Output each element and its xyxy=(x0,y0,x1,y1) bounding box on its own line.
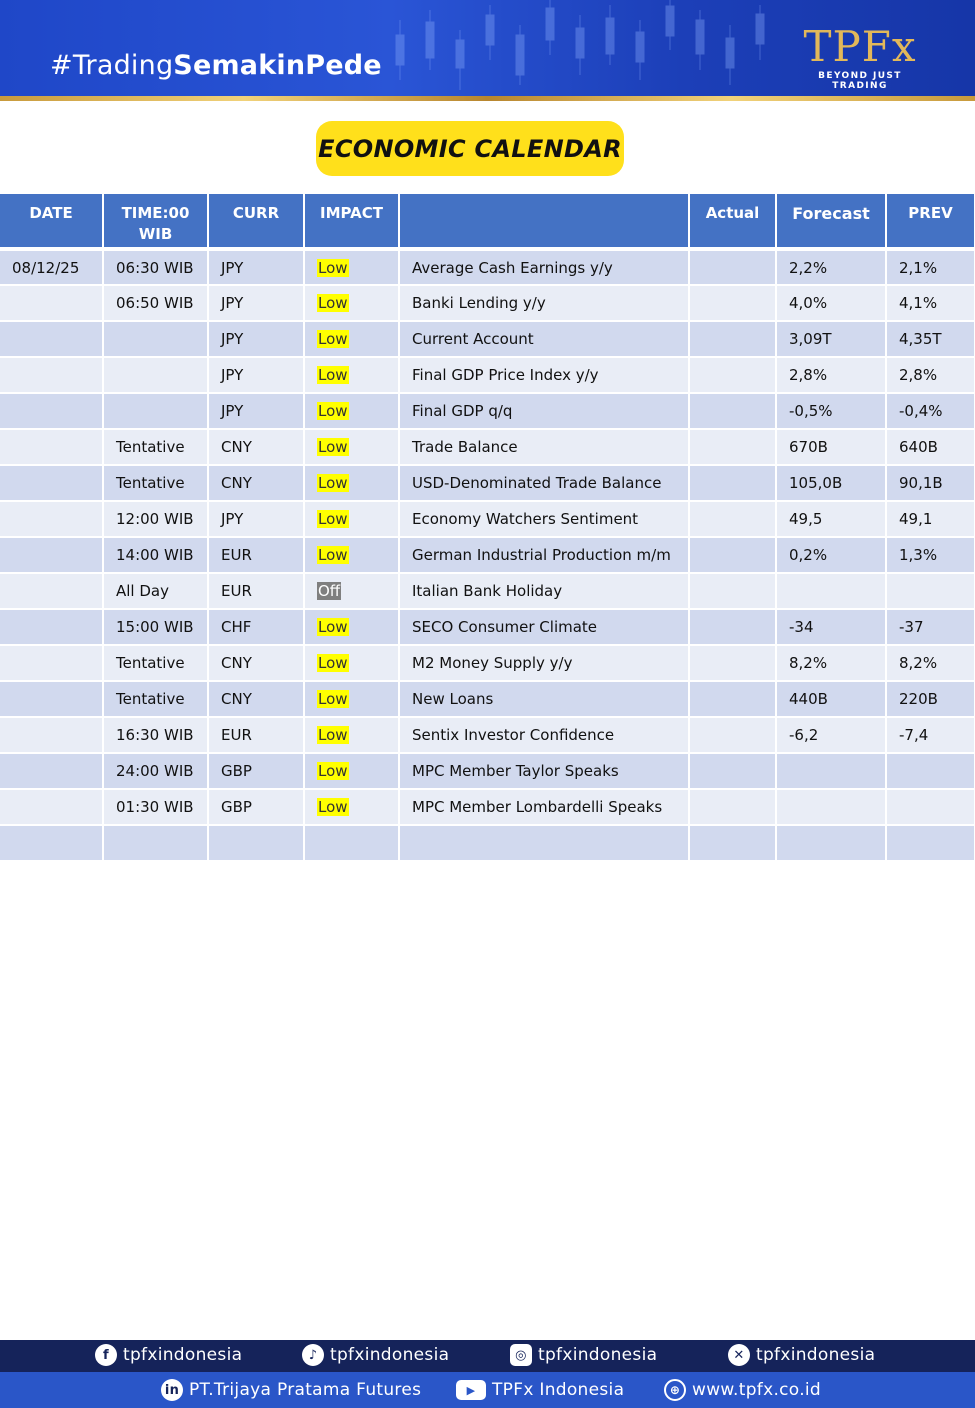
table-row xyxy=(0,573,975,609)
column-header-event xyxy=(399,194,689,249)
event-cell: M2 Money Supply y/y xyxy=(399,645,689,681)
instagram-handle: tpfxindonesia xyxy=(538,1345,658,1365)
linkedin-name: PT.Trijaya Pratama Futures xyxy=(189,1380,422,1400)
forecast-cell: -6,2 xyxy=(776,717,886,753)
actual-cell xyxy=(689,465,776,501)
time-cell: 01:30 WIB xyxy=(103,789,208,825)
table-row xyxy=(0,429,975,465)
currency-cell: JPY xyxy=(208,501,304,537)
youtube-icon: ▶ xyxy=(456,1380,486,1400)
actual-cell xyxy=(689,681,776,717)
event-cell: Sentix Investor Confidence xyxy=(399,717,689,753)
prev-cell: 1,3% xyxy=(886,537,975,573)
tiktok-handle: tpfxindonesia xyxy=(330,1345,450,1365)
table-row-empty xyxy=(0,825,975,861)
impact-cell xyxy=(304,465,399,501)
column-header-date: DATE xyxy=(0,194,103,249)
impact-badge: Low xyxy=(318,510,348,528)
time-cell: 06:50 WIB xyxy=(103,285,208,321)
date-cell xyxy=(0,429,103,465)
prev-cell: 90,1B xyxy=(886,465,975,501)
date-cell xyxy=(0,393,103,429)
tiktok-icon: ♪ xyxy=(302,1344,324,1366)
impact-cell xyxy=(304,501,399,537)
impact-cell xyxy=(304,393,399,429)
forecast-cell: 4,0% xyxy=(776,285,886,321)
gold-divider xyxy=(0,96,975,101)
prev-cell xyxy=(886,573,975,609)
date-cell: 08/12/25 xyxy=(0,249,103,285)
forecast-cell: -34 xyxy=(776,609,886,645)
empty-cell xyxy=(689,825,776,861)
empty-cell xyxy=(399,825,689,861)
impact-badge: Low xyxy=(318,258,348,277)
forecast-cell: 49,5 xyxy=(776,501,886,537)
currency-cell: JPY xyxy=(208,321,304,357)
title-badge xyxy=(316,121,624,176)
event-cell: Trade Balance xyxy=(399,429,689,465)
impact-badge: Low xyxy=(318,438,348,456)
impact-cell xyxy=(304,357,399,393)
event-cell: Banki Lending y/y xyxy=(399,285,689,321)
forecast-cell: 8,2% xyxy=(776,645,886,681)
impact-cell xyxy=(304,285,399,321)
x-handle: tpfxindonesia xyxy=(756,1345,876,1365)
impact-cell xyxy=(304,573,399,609)
currency-cell: JPY xyxy=(208,393,304,429)
impact-cell xyxy=(304,609,399,645)
footer-facebook[interactable] xyxy=(95,1344,242,1366)
date-cell xyxy=(0,609,103,645)
currency-cell: EUR xyxy=(208,537,304,573)
table-row xyxy=(0,357,975,393)
empty-cell xyxy=(103,825,208,861)
actual-cell xyxy=(689,645,776,681)
footer-tiktok[interactable] xyxy=(302,1344,449,1366)
date-cell xyxy=(0,681,103,717)
impact-cell xyxy=(304,429,399,465)
event-cell: Final GDP q/q xyxy=(399,393,689,429)
time-cell: 14:00 WIB xyxy=(103,537,208,573)
table-row xyxy=(0,393,975,429)
facebook-handle: tpfxindonesia xyxy=(123,1345,243,1365)
impact-badge: Low xyxy=(318,618,348,636)
currency-cell: CNY xyxy=(208,465,304,501)
date-cell xyxy=(0,789,103,825)
prev-cell: 49,1 xyxy=(886,501,975,537)
currency-cell: GBP xyxy=(208,789,304,825)
table-row xyxy=(0,501,975,537)
impact-cell xyxy=(304,681,399,717)
prev-cell: -0,4% xyxy=(886,393,975,429)
time-cell: Tentative xyxy=(103,429,208,465)
forecast-cell: -0,5% xyxy=(776,393,886,429)
currency-cell: GBP xyxy=(208,753,304,789)
prev-cell: -7,4 xyxy=(886,717,975,753)
prev-cell: 8,2% xyxy=(886,645,975,681)
actual-cell xyxy=(689,537,776,573)
time-cell: Tentative xyxy=(103,465,208,501)
forecast-cell: 0,2% xyxy=(776,537,886,573)
table-row xyxy=(0,681,975,717)
empty-cell xyxy=(776,825,886,861)
column-header-impact: IMPACT xyxy=(304,194,399,249)
impact-cell xyxy=(304,537,399,573)
date-cell xyxy=(0,717,103,753)
event-cell: MPC Member Taylor Speaks xyxy=(399,753,689,789)
globe-icon: ⊕ xyxy=(664,1379,686,1401)
x-icon: ✕ xyxy=(728,1344,750,1366)
forecast-cell: 440B xyxy=(776,681,886,717)
column-header-forecast: Forecast xyxy=(776,194,886,249)
event-cell: Final GDP Price Index y/y xyxy=(399,357,689,393)
impact-badge: Low xyxy=(318,294,348,312)
page-title: ECONOMIC CALENDAR xyxy=(318,134,622,163)
currency-cell: CHF xyxy=(208,609,304,645)
table-row xyxy=(0,753,975,789)
impact-cell xyxy=(304,717,399,753)
forecast-cell xyxy=(776,753,886,789)
date-cell xyxy=(0,357,103,393)
table-row xyxy=(0,249,975,285)
time-cell: All Day xyxy=(103,573,208,609)
impact-badge: Low xyxy=(318,726,348,744)
event-cell: Economy Watchers Sentiment xyxy=(399,501,689,537)
actual-cell xyxy=(689,321,776,357)
table-row xyxy=(0,285,975,321)
column-header-prev: PREV xyxy=(886,194,975,249)
actual-cell xyxy=(689,789,776,825)
empty-cell xyxy=(886,825,975,861)
date-cell xyxy=(0,465,103,501)
actual-cell xyxy=(689,393,776,429)
footer-website[interactable] xyxy=(664,1379,821,1401)
hashtag-prefix: #Trading xyxy=(50,50,174,81)
forecast-cell xyxy=(776,789,886,825)
actual-cell xyxy=(689,501,776,537)
impact-badge: Low xyxy=(318,474,348,492)
footer-youtube[interactable] xyxy=(456,1380,624,1400)
currency-cell: JPY xyxy=(208,357,304,393)
impact-badge: Low xyxy=(318,762,348,780)
footer-linkedin[interactable] xyxy=(161,1379,421,1401)
event-cell: Current Account xyxy=(399,321,689,357)
time-cell: 16:30 WIB xyxy=(103,717,208,753)
currency-cell: JPY xyxy=(208,285,304,321)
facebook-icon: f xyxy=(95,1344,117,1366)
table-row xyxy=(0,321,975,357)
linkedin-icon: in xyxy=(161,1379,183,1401)
prev-cell: 2,8% xyxy=(886,357,975,393)
impact-cell xyxy=(304,753,399,789)
impact-badge: Off xyxy=(318,582,341,600)
impact-badge: Low xyxy=(318,654,348,672)
impact-cell xyxy=(304,645,399,681)
table-row xyxy=(0,717,975,753)
time-cell: 24:00 WIB xyxy=(103,753,208,789)
prev-cell xyxy=(886,753,975,789)
prev-cell: 4,35T xyxy=(886,321,975,357)
event-cell: SECO Consumer Climate xyxy=(399,609,689,645)
logo-tagline: BEYOND JUST TRADING xyxy=(818,71,902,91)
currency-cell: CNY xyxy=(208,645,304,681)
column-header-time xyxy=(103,194,208,249)
date-cell xyxy=(0,537,103,573)
date-cell xyxy=(0,285,103,321)
event-cell: Italian Bank Holiday xyxy=(399,573,689,609)
actual-cell xyxy=(689,249,776,285)
currency-cell: EUR xyxy=(208,717,304,753)
instagram-icon: ◎ xyxy=(510,1344,532,1366)
column-header-time-label: TIME:00 WIB xyxy=(121,204,190,243)
forecast-cell: 670B xyxy=(776,429,886,465)
forecast-cell: 3,09T xyxy=(776,321,886,357)
actual-cell xyxy=(689,717,776,753)
event-cell: New Loans xyxy=(399,681,689,717)
logo-mark: TPFx xyxy=(803,22,917,71)
footer-social-bar xyxy=(0,1340,975,1372)
currency-cell: CNY xyxy=(208,681,304,717)
prev-cell: -37 xyxy=(886,609,975,645)
impact-cell xyxy=(304,789,399,825)
date-cell xyxy=(0,753,103,789)
time-cell: 15:00 WIB xyxy=(103,609,208,645)
currency-cell: CNY xyxy=(208,429,304,465)
time-cell: Tentative xyxy=(103,645,208,681)
footer-x[interactable] xyxy=(728,1344,875,1366)
prev-cell: 640B xyxy=(886,429,975,465)
table-row xyxy=(0,609,975,645)
actual-cell xyxy=(689,609,776,645)
youtube-name: TPFx Indonesia xyxy=(492,1380,625,1400)
empty-cell xyxy=(0,825,103,861)
prev-cell: 220B xyxy=(886,681,975,717)
website-url: www.tpfx.co.id xyxy=(692,1380,822,1400)
impact-badge: Low xyxy=(318,798,348,816)
time-cell xyxy=(103,357,208,393)
table-row xyxy=(0,537,975,573)
event-cell: MPC Member Lombardelli Speaks xyxy=(399,789,689,825)
header-banner xyxy=(0,0,975,97)
forecast-cell: 105,0B xyxy=(776,465,886,501)
currency-cell: JPY xyxy=(208,249,304,285)
table-row xyxy=(0,465,975,501)
forecast-cell: 2,2% xyxy=(776,249,886,285)
column-header-currency: CURR xyxy=(208,194,304,249)
impact-badge: Low xyxy=(318,546,348,564)
forecast-cell xyxy=(776,573,886,609)
candlestick-decoration xyxy=(380,0,800,97)
empty-cell xyxy=(208,825,304,861)
hashtag-bold: SemakinPede xyxy=(173,50,382,81)
impact-cell xyxy=(304,321,399,357)
impact-badge: Low xyxy=(318,690,348,708)
currency-cell: EUR xyxy=(208,573,304,609)
table-row xyxy=(0,789,975,825)
prev-cell xyxy=(886,789,975,825)
event-cell: Average Cash Earnings y/y xyxy=(399,249,689,285)
prev-cell: 2,1% xyxy=(886,249,975,285)
date-cell xyxy=(0,645,103,681)
impact-cell xyxy=(304,249,399,285)
actual-cell xyxy=(689,285,776,321)
impact-badge: Low xyxy=(318,366,348,384)
impact-badge: Low xyxy=(318,402,348,420)
actual-cell xyxy=(689,753,776,789)
forecast-cell: 2,8% xyxy=(776,357,886,393)
table-body xyxy=(0,249,975,861)
impact-badge: Low xyxy=(318,330,348,348)
actual-cell xyxy=(689,429,776,465)
time-cell: 06:30 WIB xyxy=(103,249,208,285)
prev-cell: 4,1% xyxy=(886,285,975,321)
date-cell xyxy=(0,573,103,609)
event-cell: German Industrial Production m/m xyxy=(399,537,689,573)
hashtag-text xyxy=(50,50,382,81)
footer-contact-bar xyxy=(0,1372,975,1408)
date-cell xyxy=(0,321,103,357)
table-header-row xyxy=(0,194,975,249)
tpfx-logo xyxy=(790,22,930,91)
footer-instagram[interactable] xyxy=(510,1344,657,1366)
economic-calendar-table xyxy=(0,194,975,862)
table-row xyxy=(0,645,975,681)
time-cell: Tentative xyxy=(103,681,208,717)
time-cell xyxy=(103,393,208,429)
time-cell: 12:00 WIB xyxy=(103,501,208,537)
event-cell: USD-Denominated Trade Balance xyxy=(399,465,689,501)
date-cell xyxy=(0,501,103,537)
actual-cell xyxy=(689,357,776,393)
time-cell xyxy=(103,321,208,357)
empty-cell xyxy=(304,825,399,861)
column-header-actual: Actual xyxy=(689,194,776,249)
actual-cell xyxy=(689,573,776,609)
